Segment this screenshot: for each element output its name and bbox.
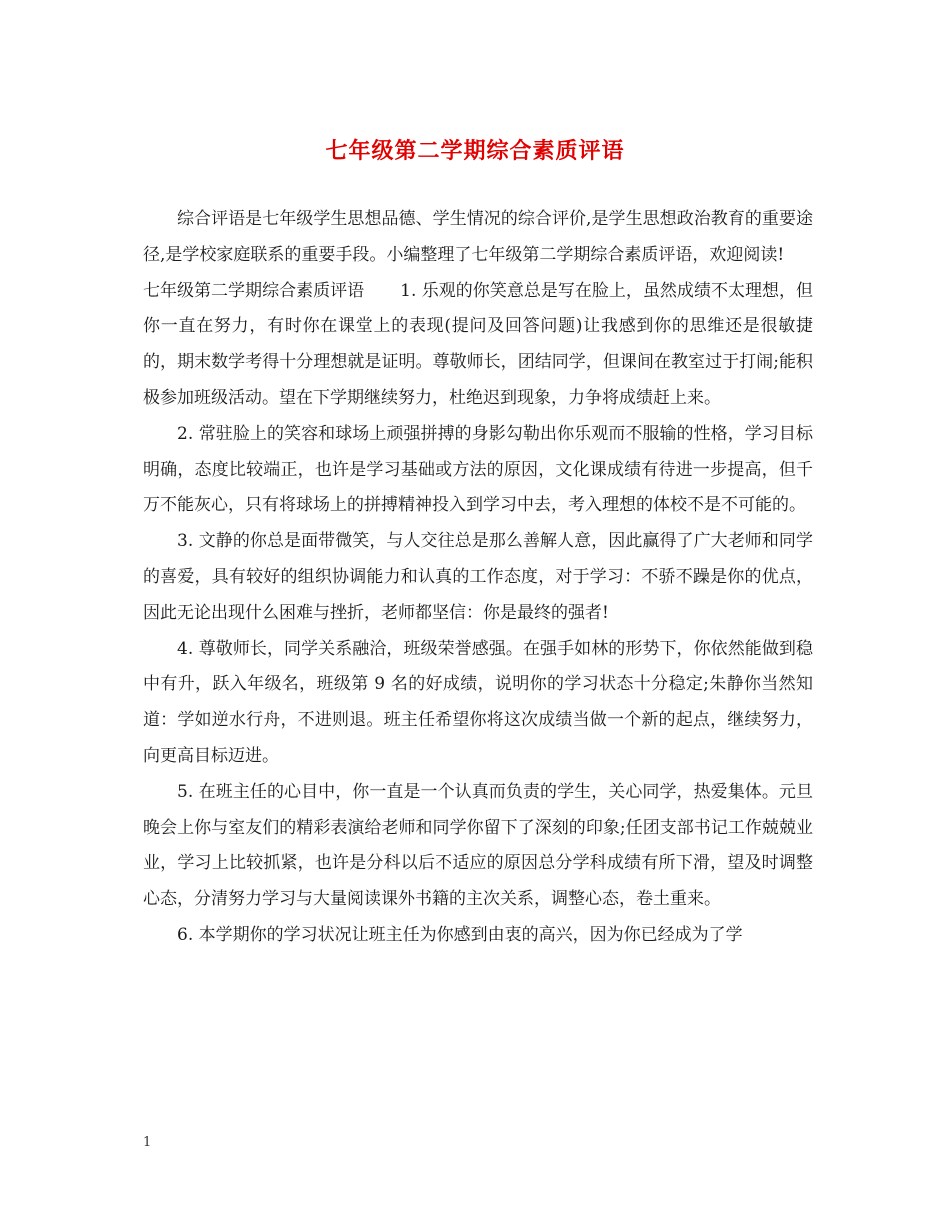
document-body <box>143 202 813 954</box>
comment-5: 5. 在班主任的心目中，你一直是一个认真而负责的学生，关心同学，热爱集体。元旦晚会上你与室友们的精彩表演给老师和同学你留下了深刻的印象;任团支部书记工作兢兢业业，学习上比较抓紧，也许是分科以后不适应的原因总分学科成绩有所下滑，望及时调整心态，分清努力学习与大量阅读课外书籍的主次关系，调整心态，卷土重来。 <box>143 781 813 910</box>
document-title: 七年级第二学期综合素质评语 <box>325 138 625 164</box>
first-comment-paragraph <box>143 274 813 417</box>
comment-3: 3. 文静的你总是面带微笑，与人交往总是那么善解人意，因此赢得了广大老师和同学的喜爱，具有较好的组织协调能力和认真的工作态度，对于学习：不骄不躁是你的优点，因此无论出现什么困难与挫折，老师都坚信：你是最终的强者! <box>143 531 813 623</box>
comment-4: 4. 尊敬师长，同学关系融洽，班级荣誉感强。在强手如林的形势下，你依然能做到稳中有升，跃入年级名，班级第 9 名的好成绩，说明你的学习状态十分稳定;朱静你当然知道：学如逆水行舟，不进则退。班主任希望你将这次成绩当做一个新的起点，继续努力，向更高目标迈进。 <box>143 638 813 766</box>
intro-paragraph: 综合评语是七年级学生思想品德、学生情况的综合评价,是学生思想政治教育的重要途径,是学校家庭联系的重要手段。小编整理了七年级第二学期综合素质评语，欢迎阅读! <box>143 209 813 265</box>
comment-6: 6. 本学期你的学习状况让班主任为你感到由衷的高兴，因为你已经成为了学 <box>177 924 743 945</box>
section-heading: 七年级第二学期综合素质评语 <box>143 280 365 301</box>
comment-2: 2. 常驻脸上的笑容和球场上顽强拼搏的身影勾勒出你乐观而不服输的性格，学习目标明确，态度比较端正，也许是学习基础或方法的原因，文化课成绩有待进一步提高，但千万不能灰心，只有将球场上的拼搏精神投入到学习中去，考入理想的体校不是不可能的。 <box>143 423 813 516</box>
comment-1: 1. 乐观的你笑意总是写在脸上，虽然成绩不太理想，但你一直在努力，有时你在课堂上的表现(提问及回答问题)让我感到你的思维还是很敏捷的，期末数学考得十分理想就是证明。尊敬师长，团结同学，但课间在教室过于打闹;能积极参加班级活动。望在下学期继续努力，杜绝迟到现象，力争将成绩赶上来。 <box>143 280 814 408</box>
page-number: 1 <box>143 1135 152 1150</box>
